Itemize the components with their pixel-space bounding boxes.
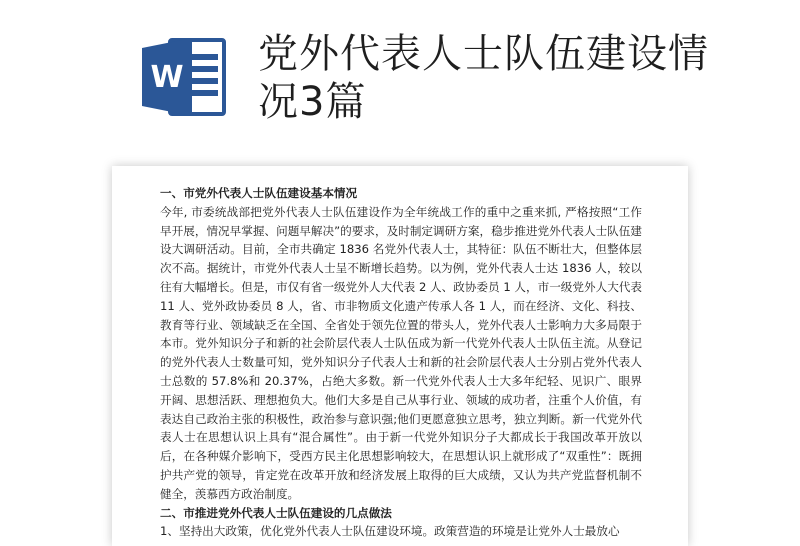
header xyxy=(0,0,800,160)
section-heading: 二、市推进党外代表人士队伍建设的几点做法 xyxy=(160,505,392,520)
body-paragraph: 1、坚持出大政策，优化党外代表人士队伍建设环境。政策营造的环境是让党外人士最放心 xyxy=(160,524,620,539)
document-content xyxy=(160,184,642,541)
section-heading: 一、市党外代表人士队伍建设基本情况 xyxy=(160,186,358,200)
body-paragraph: 今年, 市委统战部把党外代表人士队伍建设作为全年统战工作的重中之重来抓, 严格按照“工作早开展，情况早掌握、问题早解决”的要求，及时制定调研方案，稳步推进党外代表人士队伍建设大调研活动。目前，全市共确定 1836 名党外代表人士，其特征：队伍不断壮大，但整体层次不高。据统计，市党外代表人士呈不断增长趋势。以为例，党外代表人士达 1836 人，较以往有大幅增长。但是，市仅有省一级党外人大代表 2 人、政协委员 1 人，市一级党外人大代表 11 人、党外政协委员 8 人，省、市非物质文化遗产传承人各 1 人，而在经济、文化、科技、教育等行业、领域缺乏在全国、全省处于领先位置的带头人，党外代表人士影响力大多局限于本市。党外知识分子和新的社会阶层代表人士队伍成为新一代党外代表人士队伍主流。从登记的党外代表人士数量可知，党外知识分子代表人士和新的社会阶层代表人士分别占党外代表人士总数的 57.8%和 20.37%，占绝大多数。新一代党外代表人士大多年纪轻、见识广、眼界开阔、思想活跃、理想抱负大。他们大多是自己从事行业、领域的成功者，注重个人价值，有表达自己政治主张的积极性，政治参与意识强;他们更愿意独立思考，独立判断。新一代党外代表人士在思想认识上具有“混合属性”。由于新一代党外知识分子大都成长于我国改革开放以后，在各种媒介影响下，受西方民主化思想影响较大，在思想认识上就形成了“双重性”：既拥护共产党的领导，肯定党在改革开放和经济发展上取得的巨大成绩，又认为共产党监督机制不健全，羡慕西方政治制度。 xyxy=(160,204,642,501)
word-icon-letter: W xyxy=(150,60,184,95)
word-document-icon xyxy=(140,36,228,118)
document-page xyxy=(112,166,688,546)
page-title: 党外代表人士队伍建设情况3篇 xyxy=(258,31,709,125)
